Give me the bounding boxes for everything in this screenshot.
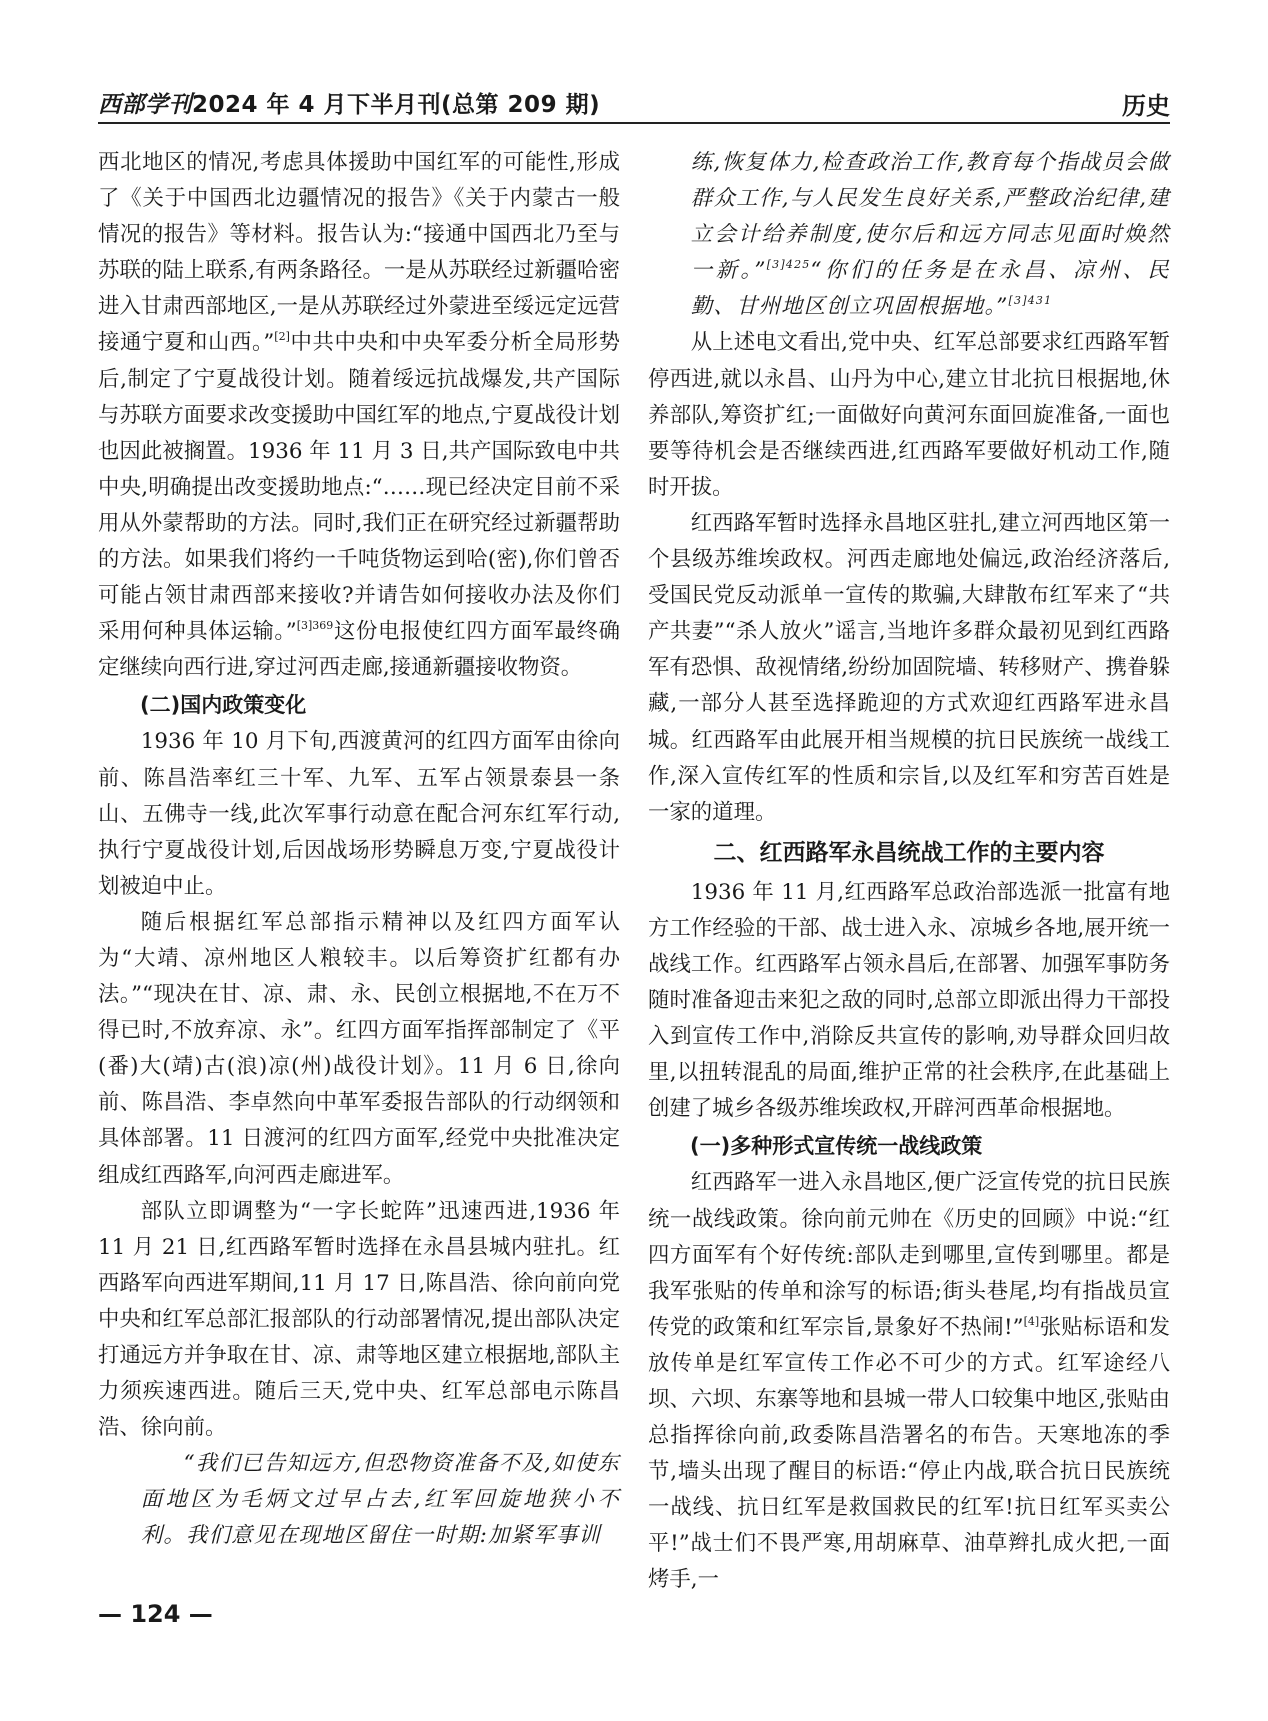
journal-logo: 西部学刊 (98, 91, 192, 118)
subsection-heading: (一)多种形式宣传统一战线政策 (690, 1134, 983, 1159)
citation: [3]425 (766, 258, 811, 272)
header-rule (98, 122, 1170, 124)
paragraph: 从上述电文看出,党中央、红军总部要求红西路军暂停西进,就以永昌、山丹为中心,建立甘北抗日根据地,休养部队,筹资扩红;一面做好向黄河东面回旋准备,一面也要等待机会是否继续西进,红西路军要做好机动工作,随时开拔。 (648, 330, 1170, 500)
journal-issue: 2024 年 4 月下半月刊(总第 209 期) (192, 92, 601, 118)
citation: [4] (1023, 1314, 1040, 1328)
right-column (648, 145, 1170, 1599)
citation: [3]431 (1008, 294, 1053, 308)
section-label: 历史 (1122, 92, 1170, 120)
paragraph: 红西路军一进入永昌地区,便广泛宣传党的抗日民族统一战线政策。徐向前元帅在《历史的回顾》中说:“红四方面军有个好传统:部队走到哪里,宣传到哪里。都是我军张贴的传单和涂写的标语;街头巷尾,均有指战员宣传党的政策和红军宗旨,景象好不热闹!”[4]张贴标语和发放传单是红军宣传工作必不可少的方式。红军途经八坝、六坝、东寨等地和县城一带人口较集中地区,张贴由总指挥徐向前,政委陈昌浩署名的布告。天寒地冻的季节,墙头出现了醒目的标语:“停止内战,联合抗日民族统一战线、抗日红军是救国救民的红军!抗日红军买卖公平!”战士们不畏严寒,用胡麻草、油草辫扎成火把,一面烤手,一 (648, 1170, 1170, 1593)
subsection-heading: (二)国内政策变化 (140, 693, 307, 718)
paragraph: 部队立即调整为“一字长蛇阵”迅速西进,1936 年 11 月 21 日,红西路军暂时选择在永昌县城内驻扎。红西路军向西进军期间,11 月 17 日,陈昌浩、徐向前向党中央和红军总部汇报部队的行动部署情况,提出部队决定打通远方并争取在甘、凉、肃等地区建立根据地,部队主力须疾速西进。随后三天,党中央、红军总部电示陈昌浩、徐向前。 (98, 1198, 620, 1441)
section-heading: 二、红西路军永昌统战工作的主要内容 (713, 839, 1105, 866)
block-quote: “我们已告知远方,但恐物资准备不及,如使东面地区为毛炳文过早占去,红军回旋地狭小不利。我们意见在现地区留住一时期:加紧军事训 (140, 1451, 620, 1549)
block-quote: 练,恢复体力,检查政治工作,教育每个指战员会做群众工作,与人民发生良好关系,严整政治纪律,建立会计给养制度,使尔后和远方同志见面时焕然一新。”$^{[3]425}$“你们的任务是在永昌、凉州、民勤、甘州地区创立巩固根据地。”$^{[3]431}$ (690, 150, 1171, 320)
paragraph: 随后根据红军总部指示精神以及红四方面军认为“大靖、凉州地区人粮较丰。以后筹资扩红都有办法。”“现决在甘、凉、肃、永、民创立根据地,不在万不得已时,不放弃凉、永”。红四方面军指挥部制定了《平(番)大(靖)古(浪)凉(州)战役计划》。11 月 6 日,徐向前、陈昌浩、李卓然向中革军委报告部队的行动纲领和具体部署。11 日渡河的红四方面军,经党中央批准决定组成红西路军,向河西走廊进军。 (98, 909, 620, 1188)
paragraph: 西北地区的情况,考虑具体援助中国红军的可能性,形成了《关于中国西北边疆情况的报告》《关于内蒙古一般情况的报告》等材料。报告认为:“接通中国西北乃至与苏联的陆上联系,有两条路径。一是从苏联经过新疆哈密进入甘肃西部地区,一是从苏联经过外蒙进至绥远定远营接通宁夏和山西。”[2]中共中央和中央军委分析全局形势后,制定了宁夏战役计划。随着绥远抗战爆发,共产国际与苏联方面要求改变援助中国红军的地点,宁夏战役计划也因此被搁置。1936 年 11 月 3 日,共产国际致电中共中央,明确提出改变援助地点:“……现已经决定目前不采用从外蒙帮助的方法。同时,我们正在研究经过新疆帮助的方法。如果我们将约一千吨货物运到哈(密),你们曾否可能占领甘肃西部来接收?并请告如何接收办法及你们采用何种具体运输。”$^{[3]369}$这份电报使红四方面军最终确定继续向西行进,穿过河西走廊,接通新疆接收物资。 (98, 150, 620, 681)
paragraph: 1936 年 10 月下旬,西渡黄河的红四方面军由徐向前、陈昌浩率红三十军、九军、五军占领景泰县一条山、五佛寺一线,此次军事行动意在配合河东红军行动,执行宁夏战役计划,后因战场形势瞬息万变,宁夏战役计划被迫中止。 (98, 729, 620, 899)
page-header (98, 84, 1170, 124)
journal-title (98, 86, 600, 119)
page-number: — 124 — (98, 1600, 213, 1628)
citation: [3]369 (296, 619, 334, 633)
paragraph: 1936 年 11 月,红西路军总政治部选派一批富有地方工作经验的干部、战士进入永、凉城乡各地,展开统一战线工作。红西路军占领永昌后,在部署、加强军事防务随时准备迎击来犯之敌的同时,总部立即派出得力干部投入到宣传工作中,消除反共宣传的影响,劝导群众回归故里,以扭转混乱的局面,维护正常的社会秩序,在此基础上创建了城乡各级苏维埃政权,开辟河西革命根据地。 (648, 879, 1170, 1122)
citation: [2] (274, 330, 290, 344)
paragraph: 红西路军暂时选择永昌地区驻扎,建立河西地区第一个县级苏维埃政权。河西走廊地处偏远,政治经济落后,受国民党反动派单一宣传的欺骗,大肆散布红军来了“共产共妻”“杀人放火”谣言,当地许多群众最初见到红西路军有恐惧、敌视情绪,纷纷加固院墙、转移财产、携眷躲藏,一部分人甚至选择跪迎的方式欢迎红西路军进永昌城。红西路军由此展开相当规模的抗日民族统一战线工作,深入宣传红军的性质和宗旨,以及红军和穷苦百姓是一家的道理。 (648, 510, 1170, 825)
left-column (98, 145, 620, 1555)
